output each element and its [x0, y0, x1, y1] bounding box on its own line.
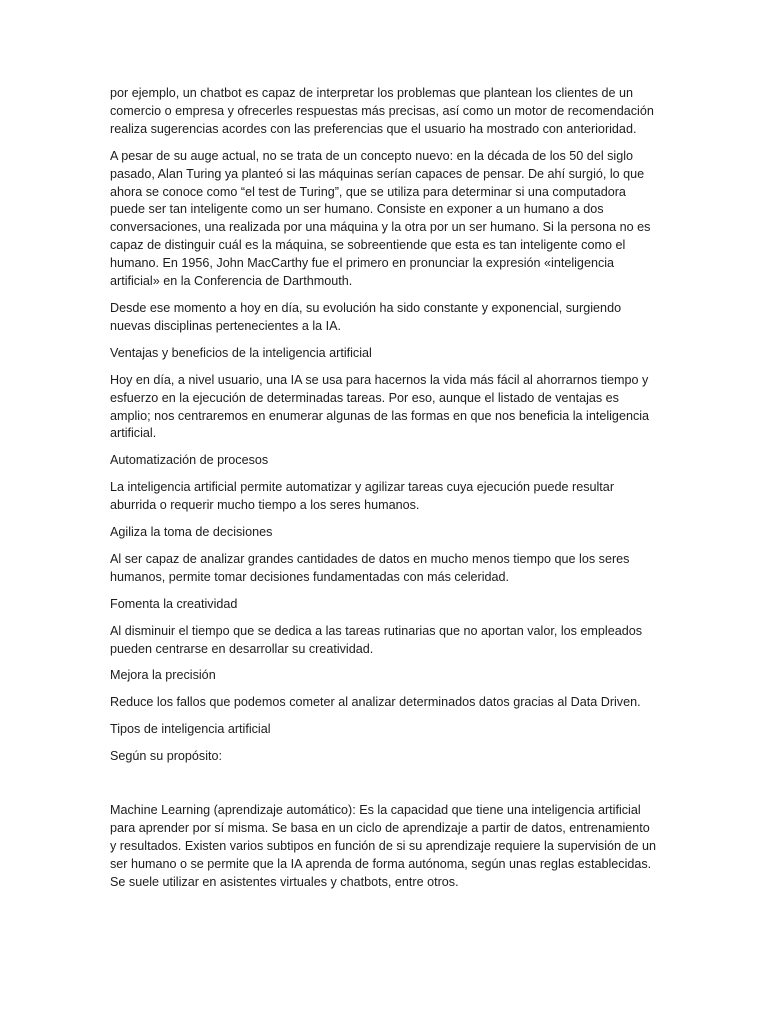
heading-precision: Mejora la precisión — [110, 668, 216, 683]
heading-by-purpose: Según su propósito: — [110, 749, 223, 764]
heading-decision-making: Agiliza la toma de decisiones — [110, 525, 273, 540]
paragraph-decision-making: Al ser capaz de analizar grandes cantidades de datos en mucho menos tiempo que los seres humanos, permite tomar decisiones fundamentadas con más celeridad. — [110, 551, 630, 584]
paragraph-evolution: Desde ese momento a hoy en día, su evolución ha sido constante y exponencial, surgiendo nuevas disciplinas pertenecientes a la IA. — [110, 300, 622, 333]
paragraph-turing-history: A pesar de su auge actual, no se trata de un concepto nuevo: en la década de los 50 del siglo pasado, Alan Turing ya planteó si las máquinas serían capaces de pensar. De ahí surgió, lo que ahora se conoce como “el test de Turing”, que se utiliza para determinar si una computadora puede ser tan inteligente como un ser humano. Consiste en exponer a un humano a dos conversaciones, una realizada por una máquina y la otra por un ser humano. Si la persona no es capaz de distinguir cuál es la máquina, se sobreentiende que esta es tan inteligente como el humano. En 1956, John MacCarthy fue el primero en pronunciar la expresión «inteligencia artificial» en la Conferencia de Darthmouth. — [110, 148, 651, 289]
blank-line — [110, 775, 658, 793]
paragraph-chatbot-example: por ejemplo, un chatbot es capaz de interpretar los problemas que plantean los clientes de un comercio o empresa y ofrecerles respuestas más precisas, así como un motor de recomendación realiza sugerencias acordes con las preferencias que el usuario ha mostrado con anterioridad. — [110, 86, 654, 136]
paragraph-advantages-intro: Hoy en día, a nivel usuario, una IA se usa para hacernos la vida más fácil al ahorrarnos tiempo y esfuerzo en la ejecución de determinadas tareas. Por eso, aunque el listado de ventajas es amplio; nos centraremos en enumerar algunas de las formas en que nos beneficia la inteligencia artificial. — [110, 372, 650, 441]
paragraph-precision: Reduce los fallos que podemos cometer al analizar determinados datos gracias al Data Driven. — [110, 695, 641, 710]
heading-process-automation: Automatización de procesos — [110, 453, 269, 468]
paragraph-creativity: Al disminuir el tiempo que se dedica a las tareas rutinarias que no aportan valor, los empleados pueden centrarse en desarrollar su creatividad. — [110, 623, 643, 656]
heading-ai-types: Tipos de inteligencia artificial — [110, 722, 271, 737]
document-body — [110, 85, 658, 901]
paragraph-machine-learning: Machine Learning (aprendizaje automático): Es la capacidad que tiene una inteligencia artificial para aprender por sí misma. Se basa en un ciclo de aprendizaje a partir de datos, entrenamiento y resultados. Existen varios subtipos en función de si su aprendizaje requiere la supervisión de un ser humano o se permite que la IA aprenda de forma autónoma, según unas reglas establecidas. Se suele utilizar en asistentes virtuales y chatbots, entre otros. — [110, 802, 657, 889]
paragraph-process-automation: La inteligencia artificial permite automatizar y agilizar tareas cuya ejecución puede resultar aburrida o requerir mucho tiempo a los seres humanos. — [110, 480, 615, 513]
heading-advantages: Ventajas y beneficios de la inteligencia artificial — [110, 345, 372, 360]
heading-creativity: Fomenta la creatividad — [110, 596, 238, 611]
